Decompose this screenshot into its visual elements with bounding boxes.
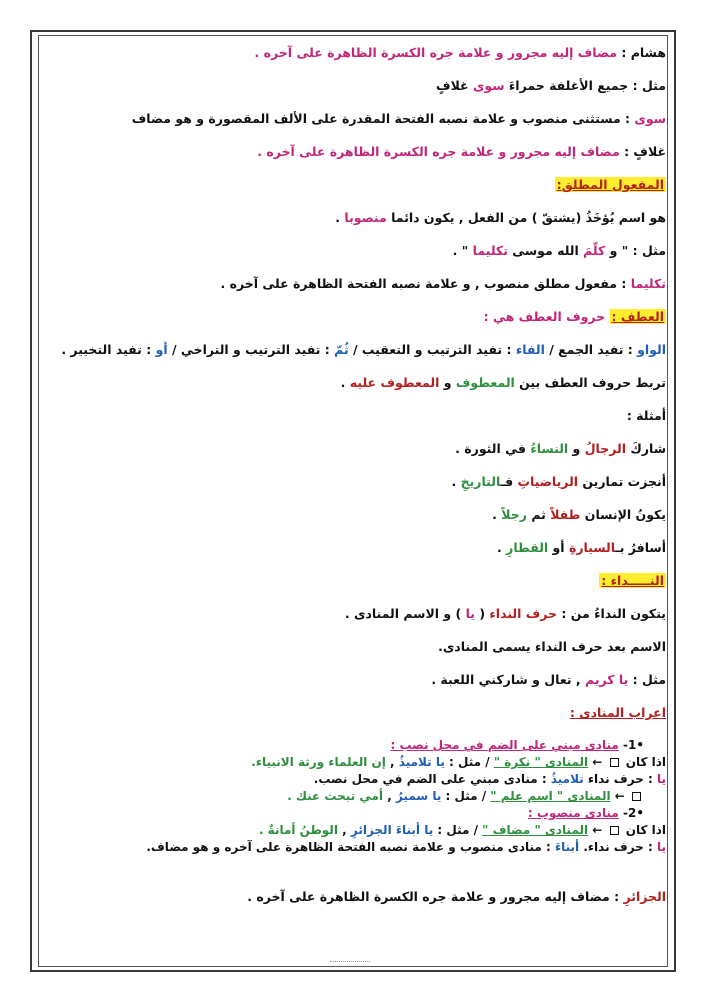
text-segment: تكليما bbox=[630, 276, 666, 291]
text-segment: شاركَ bbox=[626, 441, 666, 456]
text-segment: الفاء bbox=[515, 342, 545, 357]
final-line bbox=[46, 880, 666, 913]
text-segment: يا كريم bbox=[585, 672, 629, 687]
body-line bbox=[46, 267, 666, 300]
text-segment: •2- bbox=[618, 806, 644, 820]
text-segment: يا bbox=[656, 772, 666, 786]
text-segment: تربط حروف العطف بين bbox=[514, 375, 666, 390]
text-segment: . bbox=[497, 540, 507, 555]
body-line bbox=[46, 135, 666, 168]
parsing-line bbox=[46, 805, 666, 822]
vocative-parsing-lines bbox=[46, 737, 666, 856]
body-line bbox=[46, 168, 666, 201]
main-lines bbox=[46, 36, 666, 729]
text-segment: يا أبناءَ الجزائرِ bbox=[350, 823, 434, 837]
document-content bbox=[46, 36, 666, 913]
text-segment: أو bbox=[548, 540, 569, 555]
text-segment: مثل : جميع الأغلفة حمراءَ bbox=[504, 78, 666, 93]
text-segment: السيارةِ bbox=[568, 540, 616, 555]
text-segment: . bbox=[335, 210, 345, 225]
text-segment: النـــــداء : bbox=[601, 573, 664, 588]
text-segment: غلافٍ : bbox=[619, 144, 666, 159]
text-segment: منادى مبني على الضم في محل نصب : bbox=[390, 738, 619, 752]
text-segment: ← bbox=[610, 789, 629, 803]
parsing-line bbox=[46, 737, 666, 754]
text-segment: النساءُ bbox=[530, 441, 569, 456]
body-line bbox=[46, 333, 666, 366]
text-segment: •1- bbox=[618, 738, 644, 752]
text-segment: المعطوف bbox=[455, 375, 515, 390]
body-line bbox=[46, 234, 666, 267]
text-segment: " . bbox=[452, 243, 473, 258]
text-segment: : تفيد الجمع / bbox=[544, 342, 638, 357]
body-line bbox=[46, 630, 666, 663]
text-segment: القطارِ bbox=[506, 540, 549, 555]
text-segment: منصوبا bbox=[344, 210, 387, 225]
body-line bbox=[46, 564, 666, 597]
text-segment: الرياضياتِ bbox=[517, 474, 579, 489]
body-line bbox=[46, 432, 666, 465]
text-segment: أنجزت تمارين bbox=[578, 474, 666, 489]
body-line bbox=[46, 498, 666, 531]
text-segment: التاريخِ bbox=[460, 474, 501, 489]
text-segment: هشام : bbox=[617, 45, 666, 60]
text-segment: يا bbox=[465, 606, 475, 621]
text-segment: حرف النداء bbox=[489, 606, 558, 621]
body-line bbox=[46, 696, 666, 729]
body-line bbox=[46, 366, 666, 399]
text-segment: : مفعول مطلق منصوب , و علامة نصبه الفتحة الظاهرة على آخره . bbox=[220, 276, 631, 291]
document-page bbox=[30, 30, 676, 972]
body-line bbox=[46, 36, 666, 69]
text-segment: : حرف نداء. bbox=[579, 840, 657, 854]
text-segment: المنادى " نكرة " bbox=[493, 755, 589, 769]
body-line bbox=[46, 465, 666, 498]
square-bullet-icon bbox=[610, 758, 619, 767]
parsing-line bbox=[46, 771, 666, 788]
text-segment: : تفيد الترتيب و التراخي / bbox=[167, 342, 335, 357]
text-segment: يا bbox=[656, 840, 666, 854]
text-segment: اذا كان bbox=[621, 823, 666, 837]
text-segment: مضاف إليه مجرور و علامة جره الكسرة الظاهرة على آخره . bbox=[254, 45, 618, 60]
text-segment: أسافرُ بـ bbox=[615, 540, 666, 555]
parsing-line bbox=[46, 839, 666, 856]
page-footer-mark bbox=[330, 957, 370, 967]
text-segment: , bbox=[337, 823, 351, 837]
body-line bbox=[46, 663, 666, 696]
body-line bbox=[46, 531, 666, 564]
text-segment: إن العلماء ورثة الانبياء. bbox=[251, 755, 386, 769]
text-segment: ( bbox=[474, 606, 490, 621]
text-segment: أمثلة : bbox=[626, 408, 666, 423]
parsing-line bbox=[46, 754, 666, 771]
text-segment: ← bbox=[588, 823, 607, 837]
text-segment: الواو bbox=[637, 342, 666, 357]
text-segment: / مثل : bbox=[433, 823, 483, 837]
text-segment: مضاف إليه مجرور و علامة جره الكسرة الظاهرة على آخره . bbox=[257, 144, 620, 159]
text-segment: سوى bbox=[634, 111, 666, 126]
square-bullet-icon bbox=[610, 826, 619, 835]
text-segment: تلاميذُ bbox=[550, 772, 584, 786]
text-segment: رجلاً bbox=[501, 507, 527, 522]
text-segment: فـ bbox=[500, 474, 518, 489]
text-segment: غلافٍ bbox=[436, 78, 473, 93]
text-segment: يا تلاميذُ bbox=[398, 755, 445, 769]
text-segment: ← bbox=[588, 755, 607, 769]
text-segment: ثُمّ bbox=[334, 342, 349, 357]
text-segment bbox=[605, 309, 609, 324]
text-segment: : مضاف إليه مجرور و علامة جره الكسرة الظاهرة على آخره . bbox=[247, 889, 624, 904]
text-segment: الرجالُ bbox=[584, 441, 626, 456]
text-segment: الجزائرِ bbox=[623, 889, 666, 904]
text-segment: منادى منصوب : bbox=[527, 806, 619, 820]
text-segment: العطف : bbox=[611, 309, 664, 324]
text-segment: كلّمَ bbox=[583, 243, 606, 258]
final-line bbox=[46, 880, 666, 913]
text-segment: الوطنُ أمانةٌ . bbox=[258, 823, 338, 837]
text-segment: حروف العطف هي : bbox=[483, 309, 606, 324]
text-segment: سوى bbox=[472, 78, 505, 93]
text-segment: : تفيد الترتيب و التعقيب / bbox=[348, 342, 516, 357]
text-segment: و bbox=[568, 441, 585, 456]
body-line bbox=[46, 399, 666, 432]
text-segment: . bbox=[451, 474, 461, 489]
text-segment: أبناءَ bbox=[555, 840, 580, 854]
text-segment: : مستثنى منصوب و علامة نصبه الفتحة المقدرة على الألف المقصورة و هو مضاف bbox=[131, 111, 635, 126]
text-segment: مثل : " و bbox=[605, 243, 666, 258]
text-segment: , تعال و شاركني اللعبة . bbox=[431, 672, 586, 687]
text-segment: المفعول المطلق: bbox=[556, 177, 664, 192]
text-segment: ثم bbox=[526, 507, 551, 522]
text-segment: : منادى منصوب و علامة نصبه الفتحة الظاهرة على آخره و هو مضاف. bbox=[146, 840, 555, 854]
text-segment: في الثورة . bbox=[455, 441, 531, 456]
text-segment: : حرف نداء bbox=[583, 772, 657, 786]
text-segment: و bbox=[439, 375, 456, 390]
text-segment: الاسم بعد حرف النداء يسمى المنادى. bbox=[438, 639, 666, 654]
text-segment: المعطوف عليه bbox=[349, 375, 440, 390]
body-line bbox=[46, 300, 666, 333]
square-bullet-icon bbox=[632, 792, 641, 801]
parsing-line bbox=[46, 822, 666, 839]
text-segment: يكونُ الإنسان bbox=[580, 507, 666, 522]
text-segment: مثل : bbox=[628, 672, 666, 687]
text-segment: اعراب المنادى : bbox=[569, 705, 666, 720]
text-segment: / مثل : bbox=[441, 789, 491, 803]
body-line bbox=[46, 102, 666, 135]
text-segment: , bbox=[385, 755, 399, 769]
text-segment: طفلاً bbox=[550, 507, 581, 522]
body-line bbox=[46, 201, 666, 234]
text-segment: : تفيد التخيير . bbox=[61, 342, 156, 357]
text-segment: , bbox=[383, 789, 396, 803]
text-segment: أمي تبحث عنك . bbox=[287, 789, 384, 803]
text-segment: يتكون النداءُ من : bbox=[557, 606, 666, 621]
text-segment: تكليما bbox=[472, 243, 508, 258]
text-segment: هو اسم يُؤخَذُ (يشتقّ ) من الفعل , يكون دائما bbox=[386, 210, 666, 225]
text-segment: / مثل : bbox=[444, 755, 494, 769]
text-segment: اذا كان bbox=[621, 755, 666, 769]
text-segment: المنادى " اسم علم " bbox=[490, 789, 611, 803]
text-segment: . bbox=[492, 507, 502, 522]
text-segment: . bbox=[340, 375, 350, 390]
parsing-line bbox=[46, 788, 666, 805]
text-segment: ) و الاسم المنادى . bbox=[344, 606, 466, 621]
text-segment: الله موسى bbox=[507, 243, 584, 258]
body-line bbox=[46, 597, 666, 630]
text-segment: المنادى " مضاف " bbox=[482, 823, 589, 837]
text-segment: أو bbox=[155, 342, 168, 357]
body-line bbox=[46, 69, 666, 102]
text-segment: يا سميرُ bbox=[395, 789, 442, 803]
text-segment: : منادى مبني على الضم في محل نصب. bbox=[313, 772, 551, 786]
